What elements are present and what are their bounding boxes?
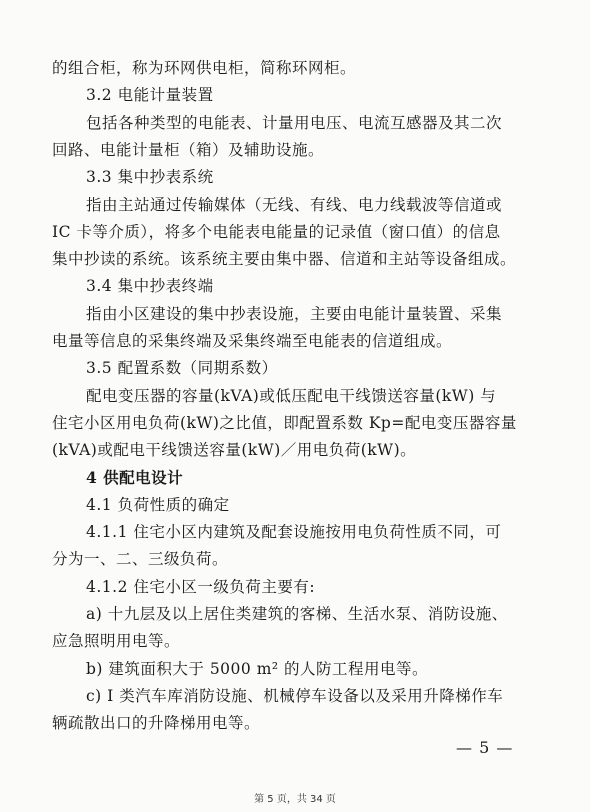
list-item-c: c) I 类汽车库消防设施、机械停车设备以及采用升降梯作车 [86,686,504,705]
clause-4-1-2: 4.1.2 住宅小区一级负荷主要有: [86,577,316,596]
section-heading-4-1: 4.1 负荷性质的确定 [86,495,230,514]
page-number: — 5 — [456,738,514,757]
text-line: 包括各种类型的电能表、计量用电压、电流互感器及其二次 [86,113,503,132]
list-item-b: b) 建筑面积大于 5000 m² 的人防工程用电等。 [86,659,429,678]
text-line: 辆疏散出口的升降梯用电等。 [52,714,261,733]
section-heading-3-2: 3.2 电能计量装置 [86,86,214,105]
section-heading-3-5: 3.5 配置系数（同期系数） [86,359,278,378]
list-item-a: a) 十九层及以上居住类建筑的客梯、生活水泵、消防设施、 [86,605,508,623]
text-line: 应急照明用电等。 [52,632,181,651]
text-line: 配电变压器的容量(kVA)或低压配电干线馈送容量(kW) 与 [86,386,497,405]
section-heading-3-4: 3.4 集中抄表终端 [86,277,214,296]
chapter-heading-4: 4 供配电设计 [86,467,184,487]
text-line: 电量等信息的采集终端及采集终端至电能表的信道组成。 [52,332,453,350]
section-heading-3-3: 3.3 集中抄表系统 [86,168,214,187]
text-line: 分为一、二、三级负荷。 [52,550,229,569]
page-footer: 第 5 页，共 34 页 [254,794,336,805]
text-line: 指由小区建设的集中抄表设施，主要由电能计量装置、采集 [86,304,503,323]
text-line: (kVA)或配电干线馈送容量(kW)／用电负荷(kW)。 [52,441,417,460]
text-line: 住宅小区用电负荷(kW)之比值，即配置系数 Kp=配电变压器容量 [52,413,517,432]
text-line: 回路、电能计量柜（箱）及辅助设施。 [52,140,325,159]
text-line: IC 卡等介质），将多个电能表电能量的记录值（窗口值）的信息 [52,222,501,241]
text-line: 的组合柜，称为环网供电柜，简称环网柜。 [52,59,357,77]
text-line: 集中抄读的系统。该系统主要由集中器、信道和主站等设备组成。 [52,250,517,269]
text-line: 指由主站通过传输媒体（无线、有线、电力线载波等信道或 [86,195,503,214]
clause-4-1-1: 4.1.1 住宅小区内建筑及配套设施按用电负荷性质不同，可 [86,523,502,542]
